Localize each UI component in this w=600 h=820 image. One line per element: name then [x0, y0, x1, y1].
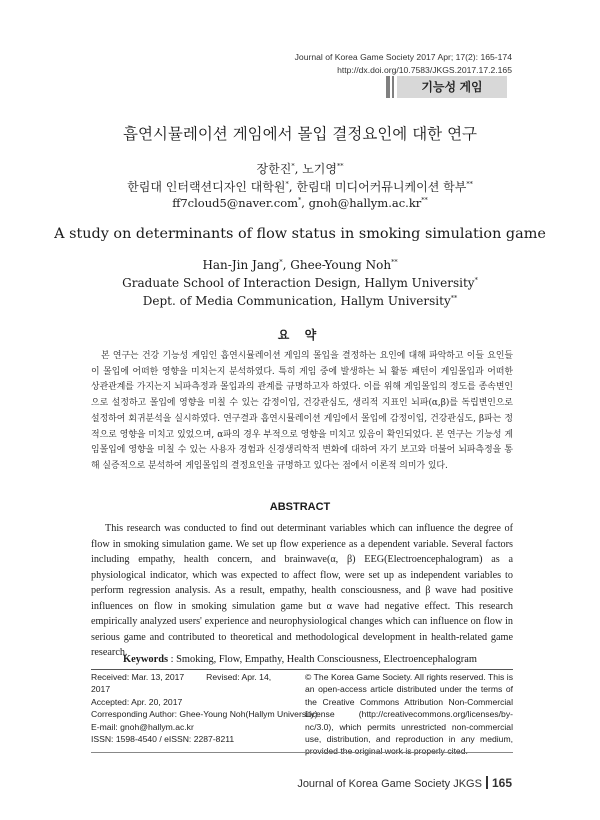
page-number: 165: [491, 776, 512, 790]
korean-authors: 장한진*, 노기영**: [256, 162, 344, 176]
issn-line: ISSN: 1598-4540 / eISSN: 2287-8211: [91, 734, 235, 744]
corresponding-author: Corresponding Author: Ghee-Young Noh(Hallym University): [91, 709, 318, 720]
english-authors: Han-Jin Jang*, Ghee-Young Noh**: [202, 258, 398, 272]
korean-emails: ff7cloud5@naver.com*, gnoh@hallym.ac.kr**: [172, 196, 428, 210]
footer-journal: Journal of Korea Game Society JKGS: [297, 778, 482, 790]
english-abstract: This research was conducted to find out determinant variables which can influence the degree of flow in smoking simulation game. We set up flow experience as a dependent variable. Several factors including empathy, health concern, and brainwave(α, β) EEG(Electroencephalogram) as a physiological indicator, which was expected to affect flow, were set up as independent variables to perform regression analysis. As a result, empathy, health consciousness, and β wave had positive influences on flow in smoking simulation game but α wave had negative effect. This research empirically analyzed users' experience and neurophysiological changes which can influence on flow in serious game and contributed to theoretical and methodological development in health-related game research.: [91, 523, 513, 658]
korean-summary: 본 연구는 건강 기능성 게임인 흡연시뮬레이션 게임의 몰입을 결정하는 요인에 대해 파악하고 이들 요인들이 몰입에 어떠한 영향을 미치는지 분석하였다. 특히 게임 중에 발생하는 뇌 활동 패턴이 게임몰입과 어떠한 상관관계를 가지는지 뇌파측정과 몰입과의 관계를 규명하고자 하였다. 이를 위해 게임몰입의 정도를 종속변인으로 설정하고 몰입에 영향을 미칠 수 있는 감정이입, 건강관심도, 생리적 지표인 뇌파(α,β)를 독립변인으로 설정하여 회귀분석을 실시하였다. 연구결과 흡연시뮬레이션 게임에서 몰입에 감정이입, 건강관심도, β파는 정적으로 영향을 미치고 있었으며, α파의 경우 부적으로 영향을 미치고 있음이 확인되었다. 본 연구는 기능성 게임몰입에 영향을 미칠 수 있는 사용자 경험과 신경생리학적 변화에 대하여 자기 보고와 더불어 뇌파측정을 통해 실증적으로 분석하여 게임몰입의 결정요인을 규명하고 있다는 점에서 이론적 의미가 있다.: [91, 351, 513, 471]
keywords-line: [0, 654, 600, 665]
summary-heading: 요 약: [277, 328, 323, 342]
doi-link[interactable]: http://dx.doi.org/10.7583/JKGS.2017.17.2.165: [337, 65, 512, 75]
footer-separator: [486, 776, 488, 789]
revised-date: Revised: Apr. 14, 2017: [91, 672, 272, 695]
journal-citation: Journal of Korea Game Society 2017 Apr; 17(2): 165-174: [294, 52, 512, 62]
category-bar-left: [392, 76, 394, 98]
english-title: A study on determinants of flow status in smoking simulation game: [54, 226, 546, 242]
keywords-text: : Smoking, Flow, Empathy, Health Consciousness, Electroencephalogram: [170, 654, 477, 665]
korean-affiliations: 한림대 인터랙션디자인 대학원*, 한림대 미디어커뮤니케이션 학부**: [127, 180, 473, 194]
category-bar-left-outer: [386, 76, 390, 98]
copyright-notice: © The Korea Game Society. All rights reserved. This is an open-access article distributed under the terms of the Creative Commons Attribution Non-Commercial License (http://creativecommons.org/licenses/by-nc/3.0), which permits unrestricted non-commercial use, distribution, and reproduction in any medium,: [305, 672, 513, 745]
accepted-date: Accepted: Apr. 20, 2017: [91, 696, 183, 707]
category-label: 기능성 게임: [397, 76, 507, 98]
author-email[interactable]: E-mail: gnoh@hallym.ac.kr: [91, 721, 194, 732]
abstract-heading: ABSTRACT: [269, 501, 331, 513]
korean-title: 흡연시뮬레이션 게임에서 몰입 결정요인에 대한 연구: [122, 125, 478, 143]
english-affiliation-1: Graduate School of Interaction Design, Hallym University*: [122, 276, 478, 290]
info-top-rule: [91, 669, 513, 670]
page-footer: [297, 776, 512, 790]
article-history: [91, 671, 318, 733]
keywords-label: Keywords: [123, 654, 169, 665]
info-bottom-rule: [91, 752, 513, 753]
english-affiliation-2: Dept. of Media Communication, Hallym University**: [142, 294, 458, 308]
received-date: Received: Mar. 13, 2017: [91, 672, 185, 682]
